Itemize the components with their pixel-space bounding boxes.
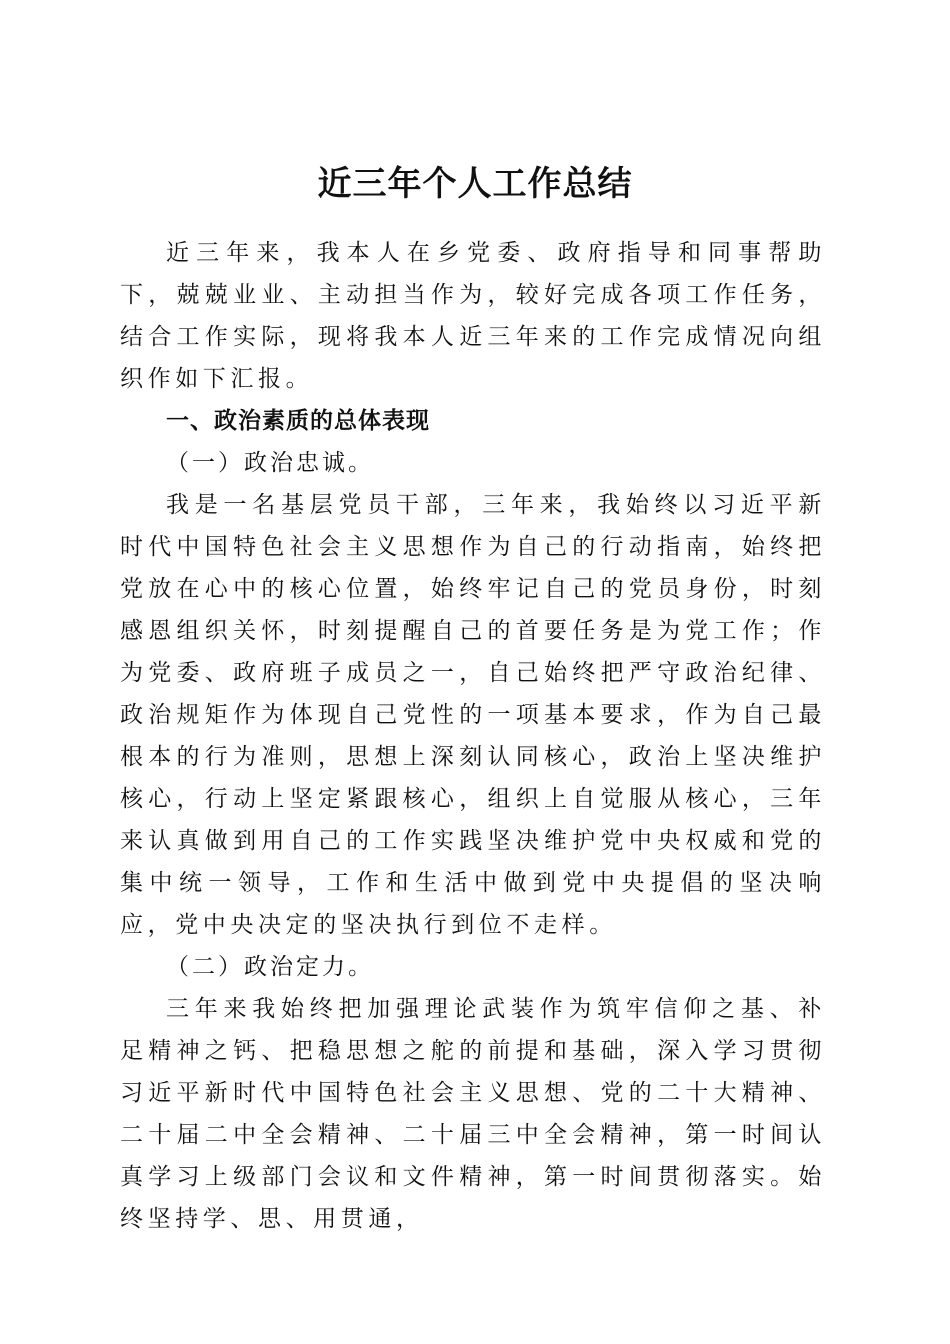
subsection-heading-political-loyalty: （一）政治忠诚。 xyxy=(166,450,374,476)
intro-paragraph: 近三年来，我本人在乡党委、政府指导和同事帮助下，兢兢业业、主动担当作为，较好完成各项工作任务，结合工作实际，现将我本人近三年来的工作完成情况向组织作如下汇报。 xyxy=(120,240,826,392)
section-heading-political-quality: 一、政治素质的总体表现 xyxy=(166,408,430,434)
paragraph-political-steadfastness: 三年来我始终把加强理论武装作为筑牢信仰之基、补足精神之钙、把稳思想之舵的前提和基础，深入学习贯彻习近平新时代中国特色社会主义思想、党的二十大精神、二十届二中全会精神、二十届三中全会精神，第一时间认真学习上级部门会议和文件精神，第一时间贯彻落实。始终坚持学、思、用贯通， xyxy=(120,996,826,1232)
paragraph-political-loyalty: 我是一名基层党员干部，三年来，我始终以习近平新时代中国特色社会主义思想作为自己的行动指南，始终把党放在心中的核心位置，始终牢记自己的党员身份，时刻感恩组织关怀，时刻提醒自己的首要任务是为党工作；作为党委、政府班子成员之一，自己始终把严守政治纪律、政治规矩作为体现自己党性的一项基本要求，作为自己最根本的行为准则，思想上深刻认同核心，政治上坚决维护核心，行动上坚定紧跟核心，组织上自觉服从核心，三年来认真做到用自己的工作实践坚决维护党中央权威和党的集中统一领导，工作和生活中做到党中央提倡的坚决响应，党中央决定的坚决执行到位不走样。 xyxy=(120,492,826,938)
document-body xyxy=(120,232,826,1240)
document-title: 近三年个人工作总结 xyxy=(317,163,633,204)
subsection-heading-political-steadfastness: （二）政治定力。 xyxy=(166,954,374,980)
